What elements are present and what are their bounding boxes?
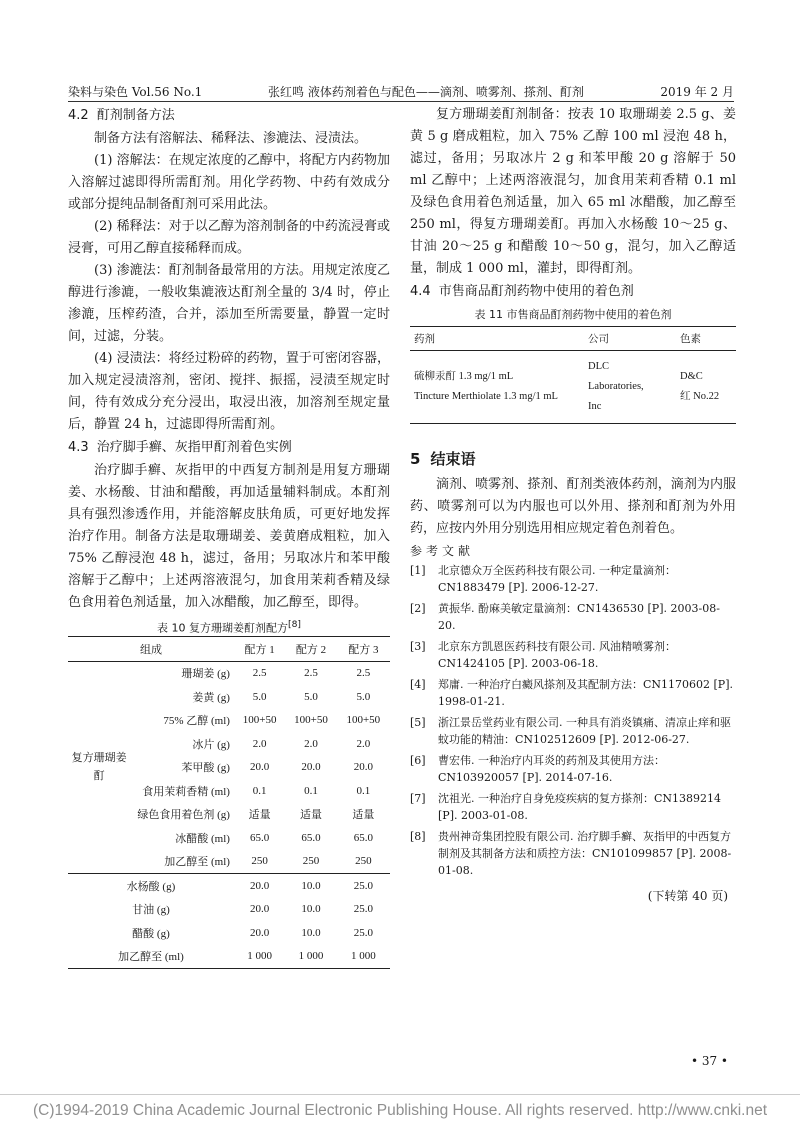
paragraph: 滴剂、喷雾剂、搽剂、酊剂类液体药剂，滴剂为内服药、喷雾剂可以为内服也可以外用、搽剂和酊剂为外用药，应按内外用分别选用相应规定着色剂着色。 [410,477,736,536]
dye-name: 红 No.22 [680,391,720,402]
table-header: 色素 [680,334,701,345]
table-row: 加乙醇至 (ml) 1 000 1 000 1 000 [68,945,390,969]
table-row: 水杨酸 (g) 20.0 10.0 25.0 [68,874,390,898]
section-5-heading: 5 结束语 [410,450,476,468]
table-row: 冰片 (g) 2.0 2.0 2.0 [192,737,371,751]
reference-item: [3] 北京东方凯恩医药科技有限公司. 风油精喷雾剂：CN1424105 [P]. 2003-06-18. [410,640,676,670]
page-number: • 37 • [690,1054,728,1068]
running-header [68,84,734,100]
left-column [68,104,390,969]
company-name: DLC [588,361,609,372]
paragraph: (3) 渗漉法：酊剂制备最常用的方法。用规定浓度乙醇进行渗漉，一般收集漉液达酊剂全量的 3/4 时，停止渗漉，压榨药渣，合并，添加至所需要量，静置一定时间，过滤，分装。 [68,263,390,344]
reference-item: [6] 曹宏伟. 一种治疗内耳炎的药剂及其使用方法：CN103920057 [P]. 2014-07-16. [410,754,665,784]
issue-date: 2019 年 2 月 [660,85,734,99]
table-row: 苯甲酸 (g) 20.0 20.0 20.0 [181,761,373,775]
header-rule [68,101,734,102]
table-header: 组成 [139,643,162,656]
table-header: 药剂 [414,334,435,345]
table-row: 绿色食用着色剂 (g) 适量 适量 适量 [137,809,375,822]
section-4-2-heading: 4.2 酊剂制备方法 [68,108,175,123]
table-row: 姜黄 (g) 5.0 5.0 5.0 [192,690,371,704]
right-column [410,104,736,907]
continued-note: (下转第 40 页) [647,889,728,903]
paragraph: (2) 稀释法：对于以乙醇为溶剂制备的中药流浸膏或浸膏，可用乙醇直接稀释而成。 [68,219,390,256]
table-header: 配方 2 [295,643,327,656]
dye-name: D&C [680,371,703,382]
reference-item: [4] 郑庸. 一种治疗白癜风搽剂及其配制方法：CN1170602 [P]. 1998-01-21. [410,678,734,708]
company-name: Inc [588,401,602,412]
drug-name: Tincture Merthiolate 1.3 mg/1 mL [414,391,558,402]
table-row: 加乙醇至 (ml) 250 250 250 [164,855,372,869]
reference-item: [2] 黄振华. 酚麻美敏定量滴剂：CN1436530 [P]. 2003-08-20. [410,602,720,632]
reference-item: [1] 北京德众万全医药科技有限公司. 一种定量滴剂：CN1883479 [P]. 2006-12-27. [410,564,676,594]
table-header: 公司 [588,334,609,345]
table-row: 食用茉莉香精 (ml) 0.1 0.1 0.1 [142,784,371,798]
table-11-caption: 表 11 市售商品酊剂药物中使用的着色剂 [474,308,672,321]
paragraph: (1) 溶解法：在规定浓度的乙醇中，将配方内药物加入溶解过滤即得所需酊剂。用化学药物、中药有效成分或部分提纯品制备酊剂可采用此法。 [68,153,390,212]
table-11 [410,326,736,424]
paragraph: 制备方法有溶解法、稀释法、渗漉法、浸渍法。 [94,131,368,146]
drug-name: 硫柳汞酊 1.3 mg/1 mL [414,371,514,382]
table-row: 75% 乙醇 (ml) 100+50 100+50 100+50 [163,714,381,728]
table-10 [68,636,390,969]
reference-item: [8] 贵州神奇集团控股有限公司. 治疗脚手癣、灰指甲的中西复方制剂及其制备方法和质控方法：CN101099857 [P]. 2008-01-08. [410,830,732,877]
table-row: 复方珊瑚姜酊 珊瑚姜 (g) 2.5 2.5 2.5 [68,661,390,685]
article-running-title: 张红鸣 液体药剂着色与配色——滴剂、喷雾剂、搽剂、酊剂 [268,85,584,99]
copyright-footer: (C)1994-2019 China Academic Journal Electronic Publishing House. All rights reserved. http://www.cnki.net [32,1102,768,1119]
journal-name: 染料与染色 Vol.56 No.1 [68,85,203,99]
reference-item: [7] 沈祖光. 一种治疗自身免疫疾病的复方搽剂：CN1389214 [P]. 2003-01-08. [410,792,722,822]
paragraph: 复方珊瑚姜酊剂制备：按表 10 取珊瑚姜 2.5 g、姜黄 5 g 磨成粗粒，加入 75% 乙醇 100 ml 浸泡 48 h，滤过，备用；另取冰片 2 g 和苯甲酸 20 g 溶解于 50 ml 乙醇中；上述两溶液混匀，加食用茉莉香精 0.1 ml 及绿色食用着色剂适量，加入 65 ml 冰醋酸，加乙醇至 250 ml，得复方珊瑚姜酊。再加入水杨酸 10～25 g、甘油 20～25 g 和醋酸 10～50 g，混匀，加入乙醇适量，制成 1 000 ml，灌封，即得酊剂。 [410,107,736,276]
footer-rule [0,1094,800,1095]
citation-ref: [8] [288,619,301,630]
group-label: 复方珊瑚姜酊 [71,752,127,783]
table-header: 配方 1 [244,643,275,656]
paragraph: (4) 浸渍法：将经过粉碎的药物，置于可密闭容器，加入规定浸渍溶剂，密闭、搅拌、振摇，浸渍至规定时间，待有效成分充分浸出，取浸出液，加溶剂至规定量后，静置 24 h，过滤即得所需酊剂。 [68,351,390,432]
reference-item: [5] 浙江景岳堂药业有限公司. 一种具有消炎镇痛、清凉止痒和驱蚊功能的精油：CN102512609 [P]. 2012-06-27. [410,716,731,746]
table-row [410,351,736,424]
references-heading: 参考文献 [410,544,475,558]
table-header: 配方 3 [348,643,379,656]
table-row: 冰醋酸 (ml) 65.0 65.0 65.0 [175,831,373,845]
table-row: 醋酸 (g) 20.0 10.0 25.0 [132,926,373,940]
table-row: 甘油 (g) 20.0 10.0 25.0 [132,903,373,917]
table-10-caption: 表 10 复方珊瑚姜酊剂配方[8] [157,619,301,635]
section-4-4-heading: 4.4 市售商品酊剂药物中使用的着色剂 [410,284,634,299]
section-4-3-heading: 4.3 治疗脚手癣、灰指甲酊剂着色实例 [68,440,292,455]
spacer [410,424,736,444]
company-name: Laboratories, [588,381,644,392]
paragraph: 治疗脚手癣、灰指甲的中西复方制剂是用复方珊瑚姜、水杨酸、甘油和醋酸，再加适量辅料制成。本酊剂具有强烈渗透作用，并能溶解皮肤角质，可更好地发挥治疗作用。制备方法是取珊瑚姜、姜黄磨成粗粒，加入 75% 乙醇浸泡 48 h，滤过，备用；另取冰片和苯甲酸溶解于乙醇中；上述两溶液混匀，加食用茉莉香精及绿色食用着色剂适量，加入冰醋酸，加乙醇至，即得。 [68,463,390,610]
